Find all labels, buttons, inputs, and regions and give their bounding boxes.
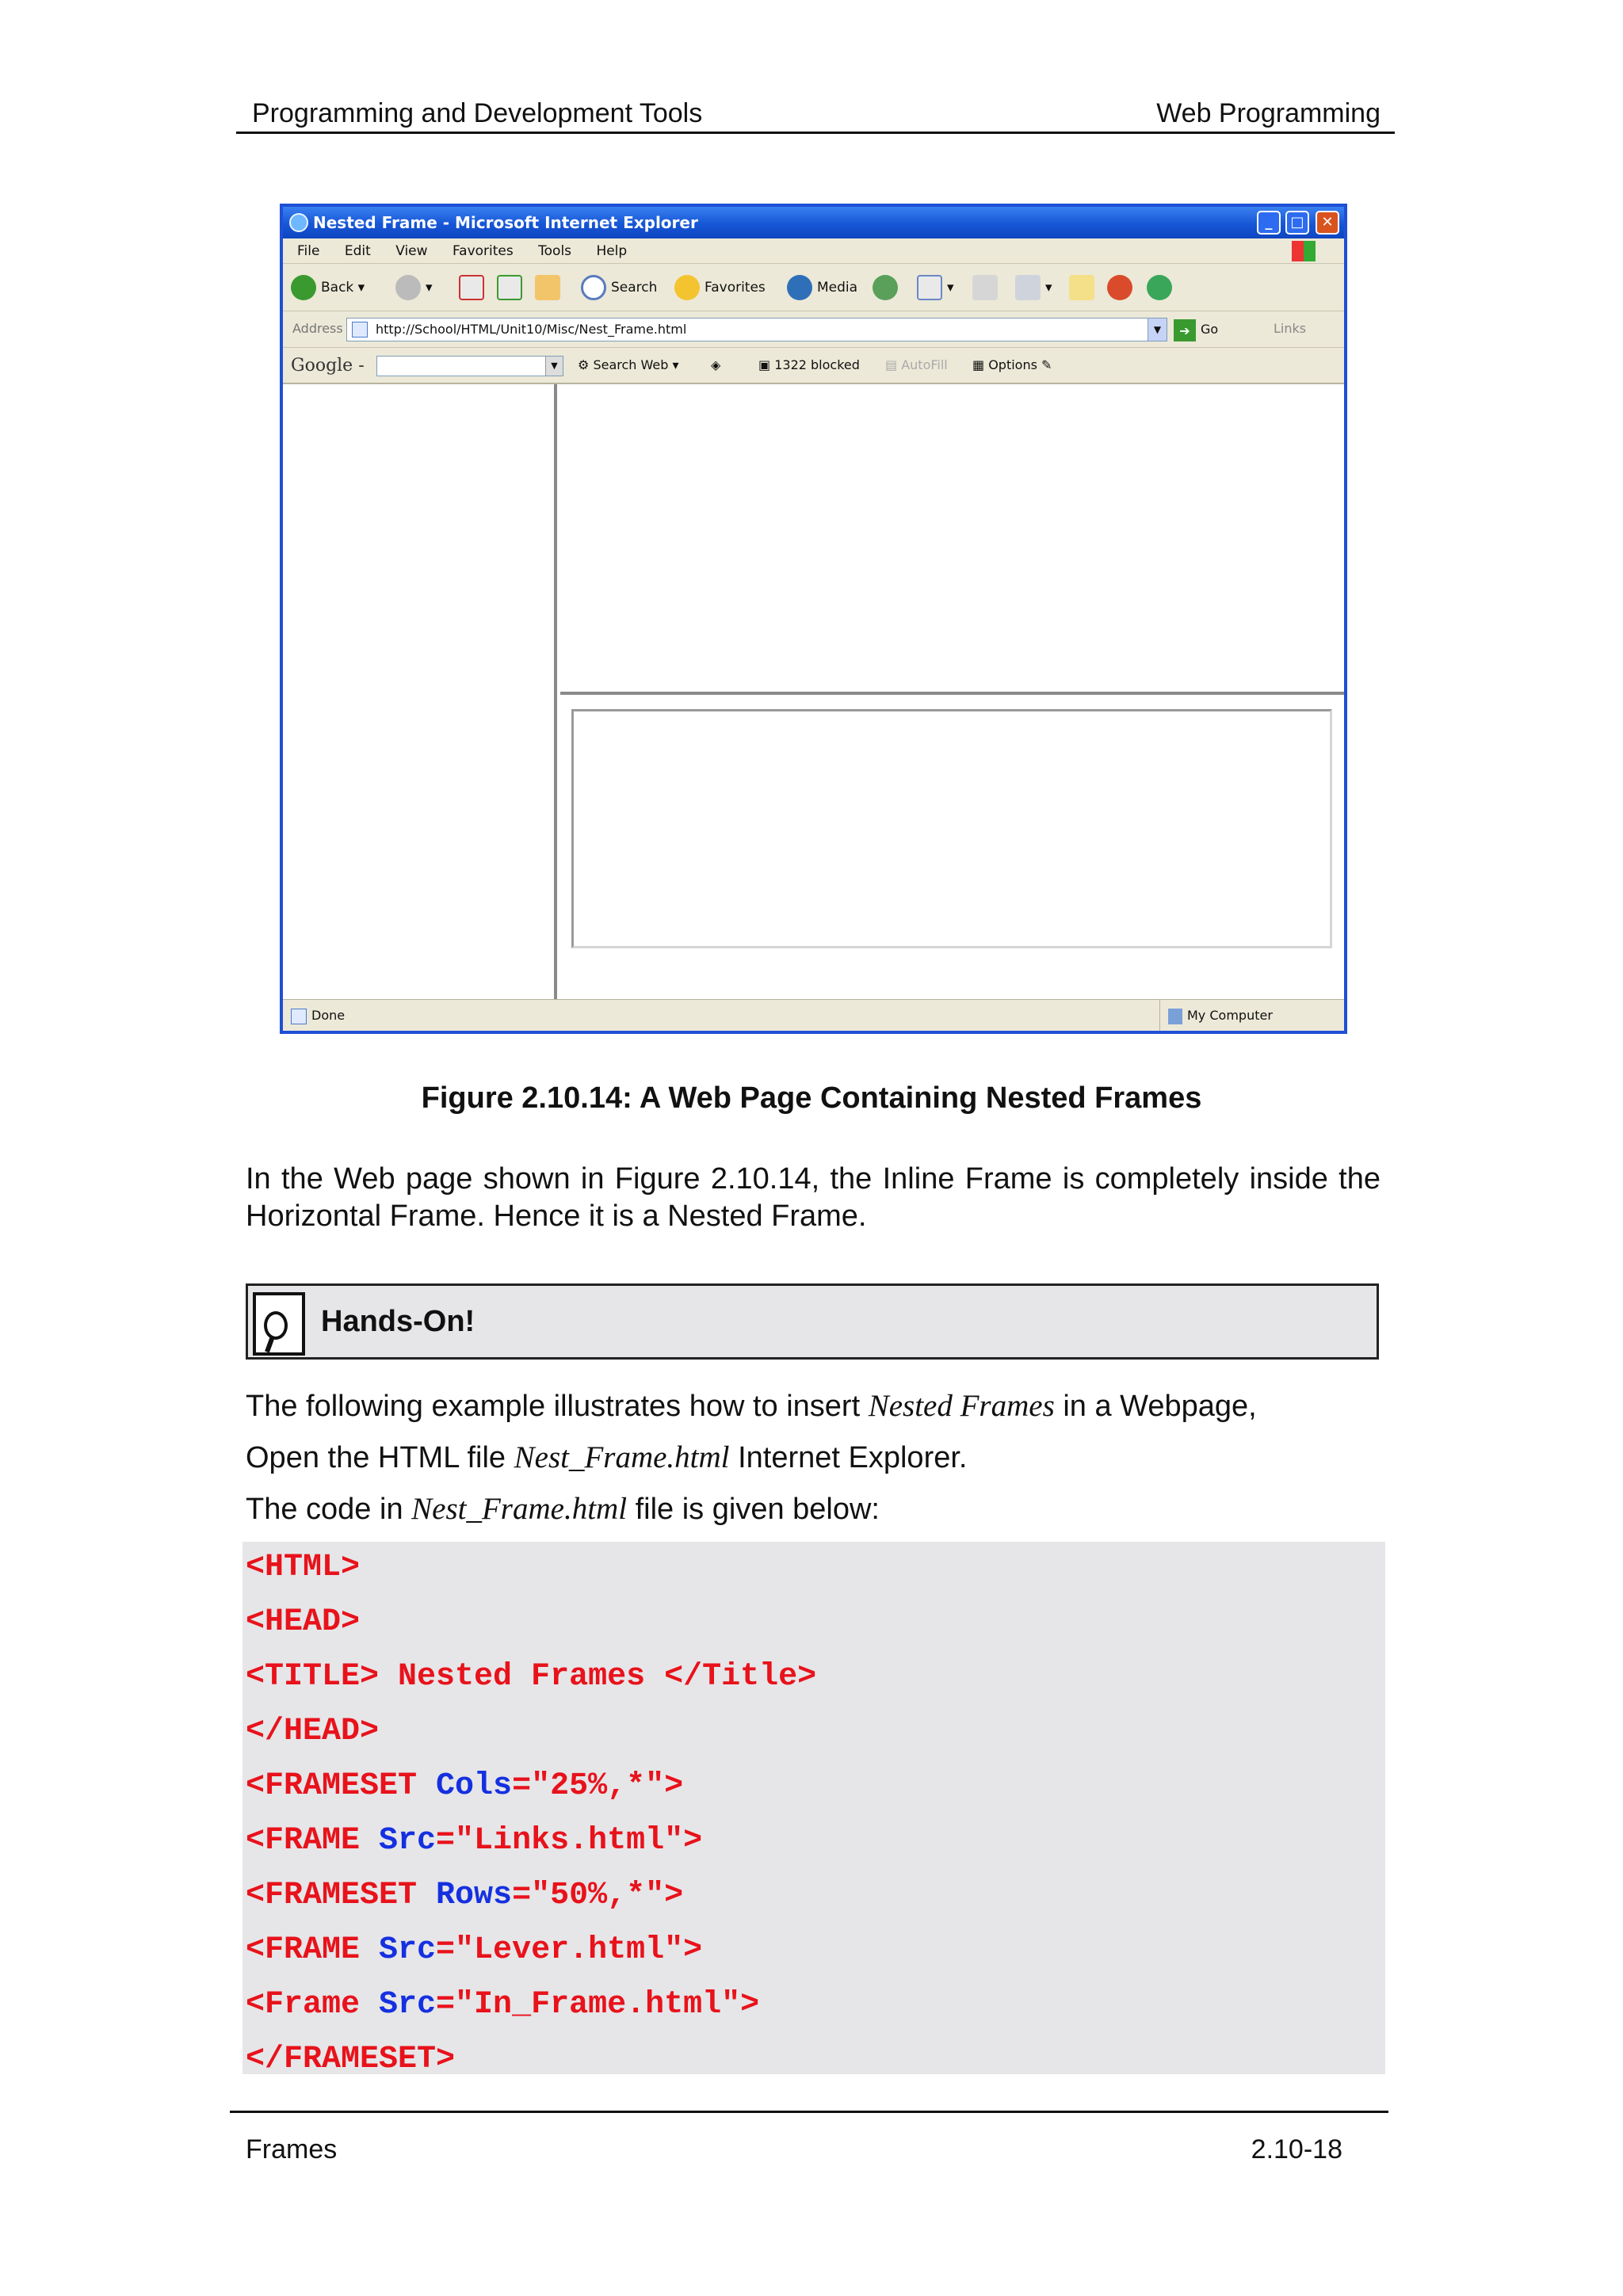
google-logo[interactable]: Google - <box>291 356 365 376</box>
code-line: <HEAD> <box>246 1604 361 1640</box>
messenger-icon <box>1107 275 1132 300</box>
instruction-line-3: The code in Nest_Frame.html file is given below: <box>246 1492 880 1526</box>
menu-favorites[interactable]: Favorites <box>452 243 514 259</box>
frames-viewport <box>283 384 1344 1005</box>
favorites-star-icon <box>674 275 700 300</box>
minimize-icon[interactable]: _ <box>1257 211 1281 235</box>
go-button[interactable]: ➔ Go <box>1174 318 1218 341</box>
status-bar <box>283 999 1344 1031</box>
status-text: Done <box>291 1000 345 1032</box>
menu-tools[interactable]: Tools <box>538 243 572 259</box>
menu-bar <box>283 238 1344 264</box>
back-button[interactable]: Back ▾ <box>291 273 365 302</box>
home-button[interactable] <box>535 273 565 302</box>
maximize-icon[interactable]: □ <box>1285 211 1309 235</box>
google-search-input[interactable] <box>376 356 563 376</box>
address-url: http://School/HTML/Unit10/Misc/Nest_Frame.html <box>376 322 687 337</box>
browser-screenshot <box>280 204 1347 1034</box>
magnifier-icon <box>253 1292 305 1356</box>
back-arrow-icon <box>291 275 316 300</box>
mail-icon <box>917 275 942 300</box>
code-line: <FRAMESET Cols="25%,*"> <box>246 1768 684 1804</box>
code-line: <HTML> <box>246 1550 361 1585</box>
popup-blocker-button[interactable]: ▣ 1322 blocked <box>758 357 860 372</box>
window-titlebar <box>283 207 1344 238</box>
address-input[interactable] <box>346 318 1167 341</box>
code-line: <Frame Src="In_Frame.html"> <box>246 1987 760 2023</box>
stop-icon <box>459 275 484 300</box>
code-listing <box>242 1542 1385 2077</box>
left-frame <box>283 384 557 1005</box>
page-info-icon[interactable]: ◈ <box>711 357 721 372</box>
links-toolbar[interactable]: Links <box>1274 321 1307 336</box>
google-toolbar <box>283 348 1344 384</box>
code-line: <FRAME Src="Lever.html"> <box>246 1932 703 1968</box>
code-line: </HEAD> <box>246 1714 380 1749</box>
header-rule <box>236 132 1395 134</box>
menu-view[interactable]: View <box>395 243 428 259</box>
code-line: </FRAMESET> <box>246 2042 456 2077</box>
chevron-down-icon[interactable]: ▼ <box>1148 318 1167 341</box>
page-icon <box>352 322 368 338</box>
window-title: Nested Frame - Microsoft Internet Explorer <box>313 213 698 232</box>
search-web-button[interactable]: ⚙ Search Web ▾ <box>578 357 679 372</box>
windows-logo-icon <box>1292 241 1316 261</box>
address-bar <box>283 311 1344 348</box>
favorites-button[interactable]: Favorites <box>674 273 766 302</box>
history-icon <box>873 275 898 300</box>
autofill-button[interactable]: ▤ AutoFill <box>885 357 948 372</box>
instruction-line-1: The following example illustrates how to insert Nested Frames in a Webpage, <box>246 1389 1257 1423</box>
contacts-icon <box>1147 275 1172 300</box>
code-line: <FRAME Src="Links.html"> <box>246 1823 703 1859</box>
top-right-frame <box>560 384 1344 695</box>
media-icon <box>787 275 812 300</box>
menu-edit[interactable]: Edit <box>344 243 371 259</box>
inline-frame <box>571 709 1332 948</box>
body-paragraph: In the Web page shown in Figure 2.10.14, the Inline Frame is completely inside the Horizontal Frame. Hence it is a Nested Frame. <box>246 1162 1381 1233</box>
print-icon <box>972 275 998 300</box>
go-arrow-icon: ➔ <box>1174 319 1196 341</box>
figure-caption: Figure 2.10.14: A Web Page Containing Nested Frames <box>421 1081 1202 1115</box>
options-button[interactable]: ▦ Options ✎ <box>972 357 1052 372</box>
notes-button[interactable] <box>1069 273 1099 302</box>
hands-on-title: Hands-On! <box>321 1305 475 1338</box>
zone-indicator: My Computer <box>1159 1000 1338 1032</box>
code-line: <TITLE> Nested Frames </Title> <box>246 1659 817 1695</box>
page-number: 2.10-18 <box>1251 2134 1342 2164</box>
code-line: <FRAMESET Rows="50%,*"> <box>246 1878 684 1913</box>
close-icon[interactable]: ✕ <box>1316 211 1339 235</box>
search-button[interactable]: Search <box>581 273 657 302</box>
menu-help[interactable]: Help <box>596 243 628 259</box>
mail-button[interactable]: ▾ <box>917 273 954 302</box>
internet-explorer-icon <box>289 213 308 232</box>
edit-button[interactable]: ▾ <box>1015 273 1052 302</box>
messenger-button[interactable] <box>1107 273 1137 302</box>
running-header-right: Web Programming <box>1156 98 1381 128</box>
footer-rule <box>230 2111 1388 2113</box>
home-icon <box>535 275 560 300</box>
chevron-down-icon[interactable]: ▼ <box>545 357 563 376</box>
search-icon <box>581 275 606 300</box>
print-button[interactable] <box>972 273 1002 302</box>
refresh-button[interactable] <box>497 273 527 302</box>
running-header-left: Programming and Development Tools <box>252 98 703 128</box>
forward-button[interactable]: ▾ <box>395 273 433 302</box>
refresh-icon <box>497 275 522 300</box>
contacts-button[interactable] <box>1147 273 1177 302</box>
menu-file[interactable]: File <box>297 243 320 259</box>
page-icon <box>291 1009 307 1024</box>
instruction-line-2: Open the HTML file Nest_Frame.html Internet Explorer. <box>246 1440 968 1474</box>
media-button[interactable]: Media <box>787 273 857 302</box>
computer-icon <box>1168 1009 1182 1024</box>
footer-left: Frames <box>246 2134 338 2164</box>
hands-on-box <box>246 1283 1379 1360</box>
forward-arrow-icon <box>395 275 421 300</box>
notes-icon <box>1069 275 1094 300</box>
standard-toolbar <box>283 264 1344 311</box>
address-label: Address <box>292 321 343 336</box>
history-button[interactable] <box>873 273 903 302</box>
edit-icon <box>1015 275 1041 300</box>
stop-button[interactable] <box>459 273 489 302</box>
